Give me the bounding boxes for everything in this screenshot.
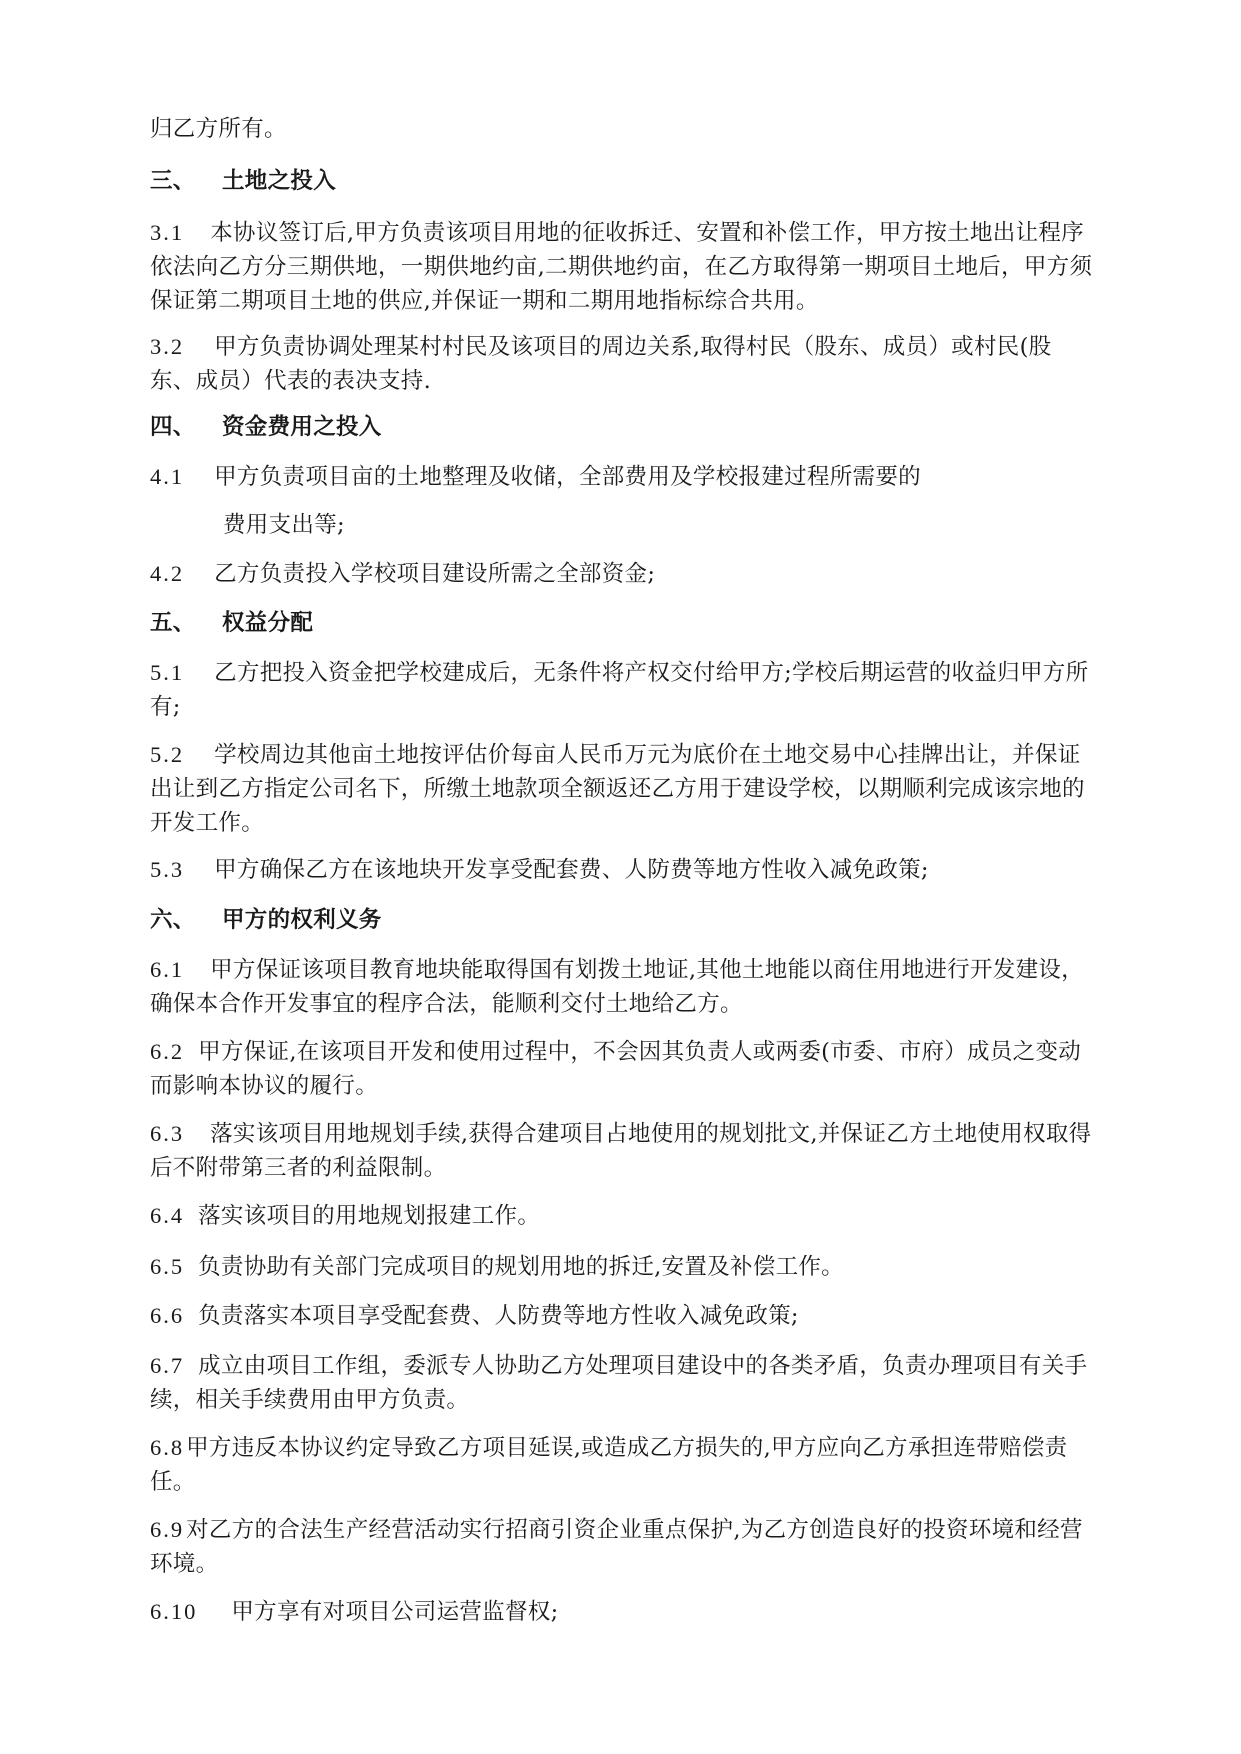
intro-paragraph bbox=[150, 112, 1095, 146]
clause-text: 甲方负责项目亩的土地整理及收储，全部费用及学校报建过程所需要的 bbox=[214, 464, 921, 490]
heading-number: 四、 bbox=[150, 414, 196, 440]
section-heading-4 bbox=[150, 410, 1095, 444]
clause-text: 乙方把投入资金把学校建成后，无条件将产权交付给甲方;学校后期运营的收益归甲方所有; bbox=[150, 660, 1089, 720]
clause-text: 甲方保证,在该项目开发和使用过程中，不会因其负责人或两委(市委、市府）成员之变动而影响本协议的履行。 bbox=[150, 1039, 1082, 1099]
heading-text: 甲方的权利义务 bbox=[222, 907, 382, 933]
clause-text: 甲方享有对项目公司运营监督权; bbox=[231, 1599, 559, 1625]
clause-number: 6.2 bbox=[150, 1039, 185, 1064]
clause-text: 乙方负责投入学校项目建设所需之全部资金; bbox=[214, 561, 656, 587]
section-heading-5 bbox=[150, 606, 1095, 640]
clause-6-7 bbox=[150, 1349, 1095, 1417]
clause-text: 负责落实本项目享受配套费、人防费等地方性收入减免政策; bbox=[198, 1303, 799, 1329]
heading-text: 土地之投入 bbox=[222, 168, 337, 194]
heading-number: 三、 bbox=[150, 168, 196, 194]
clause-5-3 bbox=[150, 853, 1095, 887]
clause-6-9 bbox=[150, 1513, 1095, 1581]
clause-text: 落实该项目的用地规划报建工作。 bbox=[198, 1203, 541, 1229]
clause-4-1-continuation bbox=[223, 508, 1095, 542]
clause-text: 甲方负责协调处理某村村民及该项目的周边关系,取得村民（股东、成员）或村民(股东、成员）代表的表决支持. bbox=[150, 334, 1052, 394]
clause-text: 负责协助有关部门完成项目的规划用地的拆迁,安置及补偿工作。 bbox=[198, 1254, 844, 1280]
clause-6-4 bbox=[150, 1199, 1095, 1233]
clause-text: 成立由项目工作组，委派专人协助乙方处理项目建设中的各类矛盾，负责办理项目有关手续，相关手续费用由甲方负责。 bbox=[150, 1353, 1088, 1413]
heading-text: 权益分配 bbox=[222, 610, 314, 636]
clause-number: 3.2 bbox=[150, 334, 185, 359]
heading-number: 五、 bbox=[150, 610, 196, 636]
clause-number: 6.6 bbox=[150, 1303, 185, 1328]
clause-number: 6.5 bbox=[150, 1254, 185, 1279]
clause-text: 费用支出等; bbox=[223, 512, 345, 538]
clause-6-8 bbox=[150, 1431, 1095, 1499]
clause-3-1 bbox=[150, 216, 1095, 318]
clause-text: 对乙方的合法生产经营活动实行招商引资企业重点保护,为乙方创造良好的投资环境和经营环境。 bbox=[150, 1517, 1083, 1577]
heading-text: 资金费用之投入 bbox=[222, 414, 382, 440]
clause-text: 落实该项目用地规划手续,获得合建项目占地使用的规划批文,并保证乙方土地使用权取得后不附带第三者的利益限制。 bbox=[150, 1121, 1092, 1181]
clause-5-2 bbox=[150, 738, 1095, 840]
clause-3-2 bbox=[150, 330, 1095, 398]
clause-number: 6.7 bbox=[150, 1353, 185, 1378]
clause-4-1 bbox=[150, 460, 1095, 494]
clause-number: 6.1 bbox=[150, 957, 185, 982]
clause-4-2 bbox=[150, 557, 1095, 591]
clause-number: 6.4 bbox=[150, 1203, 185, 1228]
section-heading-3 bbox=[150, 164, 1095, 198]
clause-6-1 bbox=[150, 953, 1095, 1021]
clause-number: 6.10 bbox=[150, 1599, 198, 1624]
clause-6-2 bbox=[150, 1035, 1095, 1103]
clause-number: 5.2 bbox=[150, 742, 185, 767]
clause-5-1 bbox=[150, 656, 1095, 724]
clause-text: 甲方确保乙方在该地块开发享受配套费、人防费等地方性收入减免政策; bbox=[214, 857, 929, 883]
clause-number: 4.2 bbox=[150, 561, 185, 586]
clause-number: 4.1 bbox=[150, 464, 185, 489]
intro-text: 归乙方所有。 bbox=[150, 116, 287, 142]
clause-number: 5.1 bbox=[150, 660, 185, 685]
clause-text: 本协议签订后,甲方负责该项目用地的征收拆迁、安置和补偿工作，甲方按土地出让程序依法向乙方分三期供地，一期供地约亩,二期供地约亩，在乙方取得第一期项目土地后，甲方须保证第二期项目土地的供应,并保证一期和二期用地指标综合共用。 bbox=[150, 220, 1093, 314]
clause-number: 6.8 bbox=[150, 1435, 185, 1460]
clause-number: 6.9 bbox=[150, 1517, 185, 1542]
clause-6-3 bbox=[150, 1117, 1095, 1185]
heading-number: 六、 bbox=[150, 907, 196, 933]
clause-text: 甲方保证该项目教育地块能取得国有划拨土地证,其他土地能以商住用地进行开发建设，确保本合作开发事宜的程序合法，能顺利交付土地给乙方。 bbox=[150, 957, 1084, 1017]
clause-6-5 bbox=[150, 1250, 1095, 1284]
section-heading-6 bbox=[150, 903, 1095, 937]
clause-text: 甲方违反本协议约定导致乙方项目延误,或造成乙方损失的,甲方应向乙方承担连带赔偿责任。 bbox=[150, 1435, 1068, 1495]
clause-6-6 bbox=[150, 1299, 1095, 1333]
clause-number: 5.3 bbox=[150, 857, 185, 882]
clause-text: 学校周边其他亩土地按评估价每亩人民币万元为底价在土地交易中心挂牌出让，并保证出让到乙方指定公司名下，所缴土地款项全额返还乙方用于建设学校，以期顺利完成该宗地的开发工作。 bbox=[150, 742, 1085, 836]
clause-number: 3.1 bbox=[150, 220, 185, 245]
clause-6-10 bbox=[150, 1595, 1095, 1629]
clause-number: 6.3 bbox=[150, 1121, 185, 1146]
